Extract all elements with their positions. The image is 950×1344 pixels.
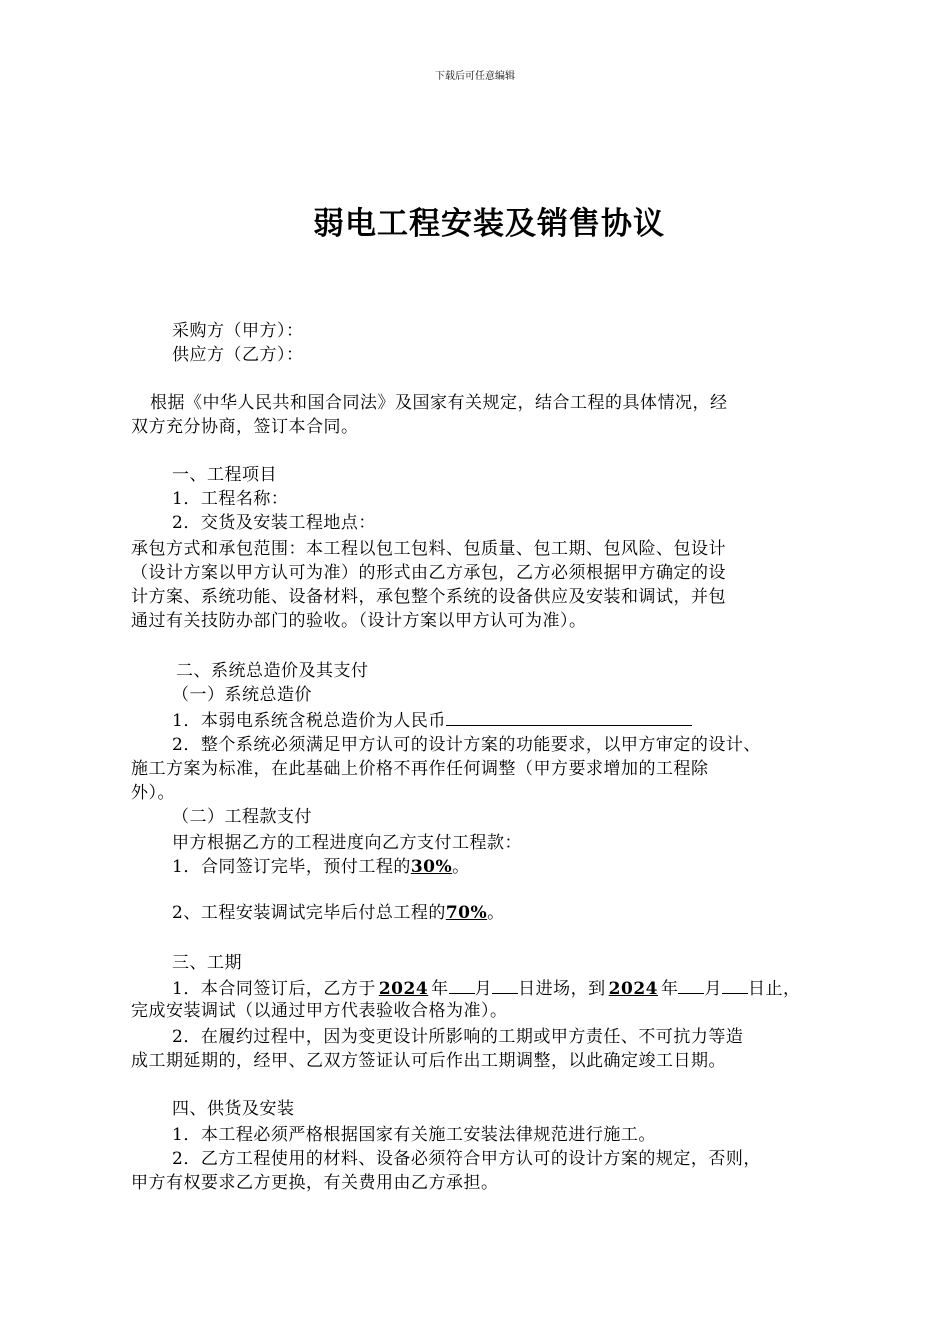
subsection-total-price: （一）系统总造价 bbox=[172, 685, 312, 705]
scope-line-2: （设计方案以甲方认可为准）的形式由乙方承包，乙方必须根据甲方确定的设 bbox=[131, 563, 726, 583]
install-rule-1: 1．本工程必须严格根据国家有关施工安装法律规范进行施工。 bbox=[172, 1125, 656, 1145]
payment-2-percent: 70% bbox=[445, 903, 488, 923]
start-year: 2024 bbox=[378, 979, 429, 999]
supplier-label: 供应方（乙方）： bbox=[172, 345, 304, 365]
section-1-heading: 一、工程项目 bbox=[172, 465, 277, 485]
install-rule-2-line-1: 2．乙方工程使用的材料、设备必须符合甲方认可的设计方案的规定，否则， bbox=[172, 1149, 761, 1169]
section-2-heading: 二、系统总造价及其支付 bbox=[176, 661, 369, 681]
schedule-text-a: 1．本合同签订后，乙方于 bbox=[172, 979, 376, 999]
payment-2-end: 。 bbox=[487, 903, 505, 923]
subsection-payment: （二）工程款支付 bbox=[172, 807, 312, 827]
schedule-text-d: 日进场，到 bbox=[518, 979, 606, 999]
section-3-heading: 三、工期 bbox=[172, 953, 242, 973]
requirement-line-1: 2．整个系统必须满足甲方认可的设计方案的功能要求，以甲方审定的设计、 bbox=[172, 735, 761, 755]
buyer-label: 采购方（甲方）： bbox=[172, 321, 304, 341]
payment-2 bbox=[172, 903, 505, 923]
schedule-text-g: 日止， bbox=[747, 979, 801, 999]
end-month-blank bbox=[678, 977, 704, 994]
payment-1-percent: 30% bbox=[410, 857, 453, 877]
requirement-line-3: 外）。 bbox=[131, 783, 175, 803]
schedule-change-line-2: 成工期延期的，经甲、乙双方签证认可后作出工期调整，以此确定竣工日期。 bbox=[131, 1051, 726, 1071]
payment-2-label: 2、工程安装调试完毕后付总工程的 bbox=[172, 903, 446, 923]
schedule-text-b: 年 bbox=[431, 979, 449, 999]
header-note: 下载后可任意编辑 bbox=[435, 71, 515, 82]
intro-line-2: 双方充分协商，签订本合同。 bbox=[131, 417, 359, 437]
schedule-text-f: 月 bbox=[704, 979, 722, 999]
schedule-line-1 bbox=[172, 977, 800, 999]
intro-line-1: 根据《中华人民共和国合同法》及国家有关规定，结合工程的具体情况，经 bbox=[150, 393, 728, 413]
total-price-blank bbox=[446, 709, 692, 726]
total-price-label: 1．本弱电系统含税总造价为人民币 bbox=[172, 711, 446, 731]
payment-intro: 甲方根据乙方的工程进度向乙方支付工程款： bbox=[172, 833, 522, 853]
scope-line-1: 承包方式和承包范围：本工程以包工包料、包质量、包工期、包风险、包设计 bbox=[131, 539, 726, 559]
end-year: 2024 bbox=[608, 979, 658, 999]
start-day-blank bbox=[492, 977, 518, 994]
delivery-location-label: 2．交货及安装工程地点： bbox=[172, 513, 376, 533]
schedule-line-2: 完成安装调试（以通过甲方代表验收合格为准）。 bbox=[131, 1001, 508, 1021]
payment-1-label: 1．合同签订完毕，预付工程的 bbox=[172, 857, 411, 877]
schedule-change-line-1: 2．在履约过程中，因为变更设计所影响的工期或甲方责任、不可抗力等造 bbox=[172, 1027, 744, 1047]
document-title: 弱电工程安装及销售协议 bbox=[313, 206, 665, 242]
project-name-label: 1．工程名称： bbox=[172, 489, 289, 509]
payment-1-end: 。 bbox=[452, 857, 470, 877]
end-day-blank bbox=[722, 977, 748, 994]
section-4-heading: 四、供货及安装 bbox=[172, 1099, 295, 1119]
schedule-text-c: 月 bbox=[474, 979, 493, 999]
requirement-line-2: 施工方案为标准，在此基础上价格不再作任何调整（甲方要求增加的工程除 bbox=[131, 759, 709, 779]
install-rule-2-line-2: 甲方有权要求乙方更换，有关费用由乙方承担。 bbox=[131, 1173, 499, 1193]
payment-1 bbox=[172, 857, 470, 877]
scope-line-4: 通过有关技防办部门的验收。（设计方案以甲方认可为准）。 bbox=[131, 611, 587, 631]
schedule-text-e: 年 bbox=[660, 979, 679, 999]
start-month-blank bbox=[449, 977, 475, 994]
total-price-line bbox=[172, 709, 692, 731]
scope-line-3: 计方案、系统功能、设备材料，承包整个系统的设备供应及安装和调试，并包 bbox=[131, 587, 726, 607]
